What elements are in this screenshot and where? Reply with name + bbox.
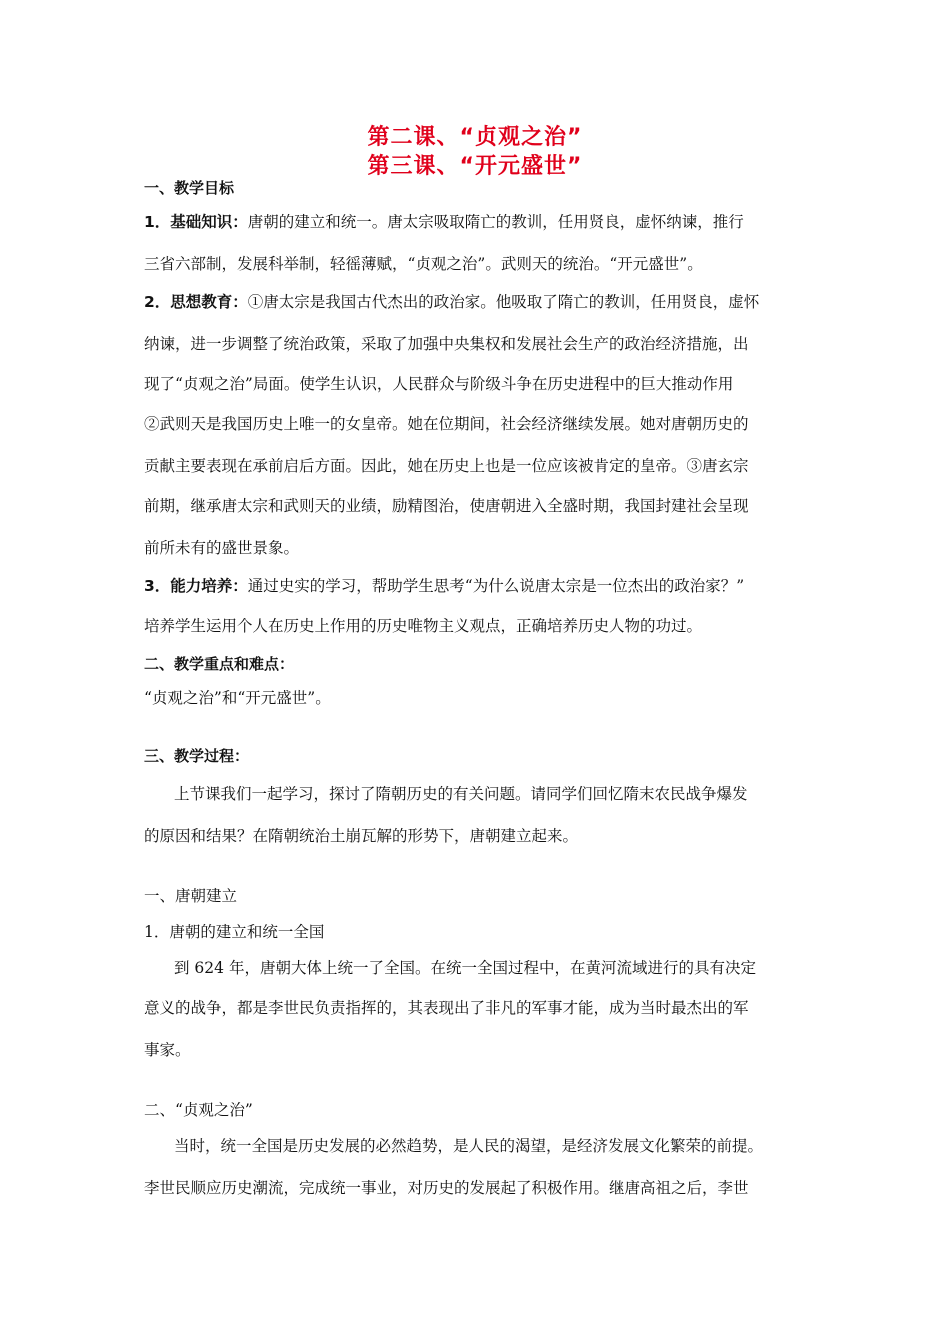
item-1-line-2: 三省六部制，发展科举制，轻徭薄赋，“贞观之治”。武则天的统治。“开元盛世”。: [144, 255, 703, 273]
section-2-heading: 二、教学重点和难点：: [144, 655, 295, 673]
item-3-label: 3．能力培养：: [144, 577, 248, 595]
section-2-text: “贞观之治”和“开元盛世”。: [144, 689, 331, 707]
item-1-label: 1．基础知识：: [144, 213, 248, 231]
title-line-2: 第三课、“开元盛世”: [367, 154, 583, 179]
item-3-line-2: 培养学生运用个人在历史上作用的历史唯物主义观点，正确培养历史人物的功过。: [144, 617, 703, 635]
title-line-1: 第二课、“贞观之治”: [367, 125, 583, 150]
section-1-heading: 一、教学目标: [144, 179, 235, 197]
part-2-line-1: 当时，统一全国是历史发展的必然趋势，是人民的渴望，是经济发展文化繁荣的前提。: [174, 1137, 764, 1155]
section-3-heading: 三、教学过程：: [144, 747, 250, 765]
item-2-line-6: 前期，继承唐太宗和武则天的业绩，励精图治，使唐朝进入全盛时期，我国封建社会呈现: [144, 497, 749, 515]
part-2-heading: 二、“贞观之治”: [144, 1101, 253, 1119]
item-3-line-1: [144, 576, 814, 596]
part-1-line-1: 到 624 年，唐朝大体上统一了全国。在统一全国过程中，在黄河流域进行的具有决定: [174, 959, 756, 977]
item-2-line-4: ②武则天是我国历史上唯一的女皇帝。她在位期间，社会经济继续发展。她对唐朝历史的: [144, 415, 749, 433]
item-1-line-1: [144, 212, 814, 232]
item-2-line-2: 纳谏，进一步调整了统治政策，采取了加强中央集权和发展社会生产的政治经济措施，出: [144, 335, 749, 353]
item-2-line-7: 前所未有的盛世景象。: [144, 539, 300, 557]
part-2-line-2: 李世民顺应历史潮流，完成统一事业，对历史的发展起了积极作用。继唐高祖之后，李世: [144, 1179, 749, 1197]
intro-line-1: 上节课我们一起学习，探讨了隋朝历史的有关问题。请同学们回忆隋末农民战争爆发: [174, 785, 748, 803]
part-1-line-3: 事家。: [144, 1041, 191, 1059]
item-2-text-1: ①唐太宗是我国古代杰出的政治家。他吸取了隋亡的教训，任用贤良，虚怀: [247, 293, 760, 311]
part-1-subheading: 1．唐朝的建立和统一全国: [144, 923, 325, 941]
item-2-line-5: 贡献主要表现在承前启后方面。因此，她在历史上也是一位应该被肯定的皇帝。③唐玄宗: [144, 457, 749, 475]
intro-line-2: 的原因和结果？在隋朝统治土崩瓦解的形势下，唐朝建立起来。: [144, 827, 579, 845]
item-2-line-3: 现了“贞观之治”局面。使学生认识，人民群众与阶级斗争在历史进程中的巨大推动作用: [144, 375, 734, 393]
item-1-text-1: 唐朝的建立和统一。唐太宗吸取隋亡的教训，任用贤良，虚怀纳谏，推行: [247, 213, 744, 231]
part-1-line-2: 意义的战争，都是李世民负责指挥的，其表现出了非凡的军事才能，成为当时最杰出的军: [144, 999, 749, 1017]
item-2-line-1: [144, 292, 814, 312]
item-3-text-1: 通过史实的学习，帮助学生思考“为什么说唐太宗是一位杰出的政治家？”: [247, 577, 745, 595]
item-2-label: 2．思想教育：: [144, 293, 248, 311]
part-1-heading: 一、唐朝建立: [144, 887, 238, 905]
